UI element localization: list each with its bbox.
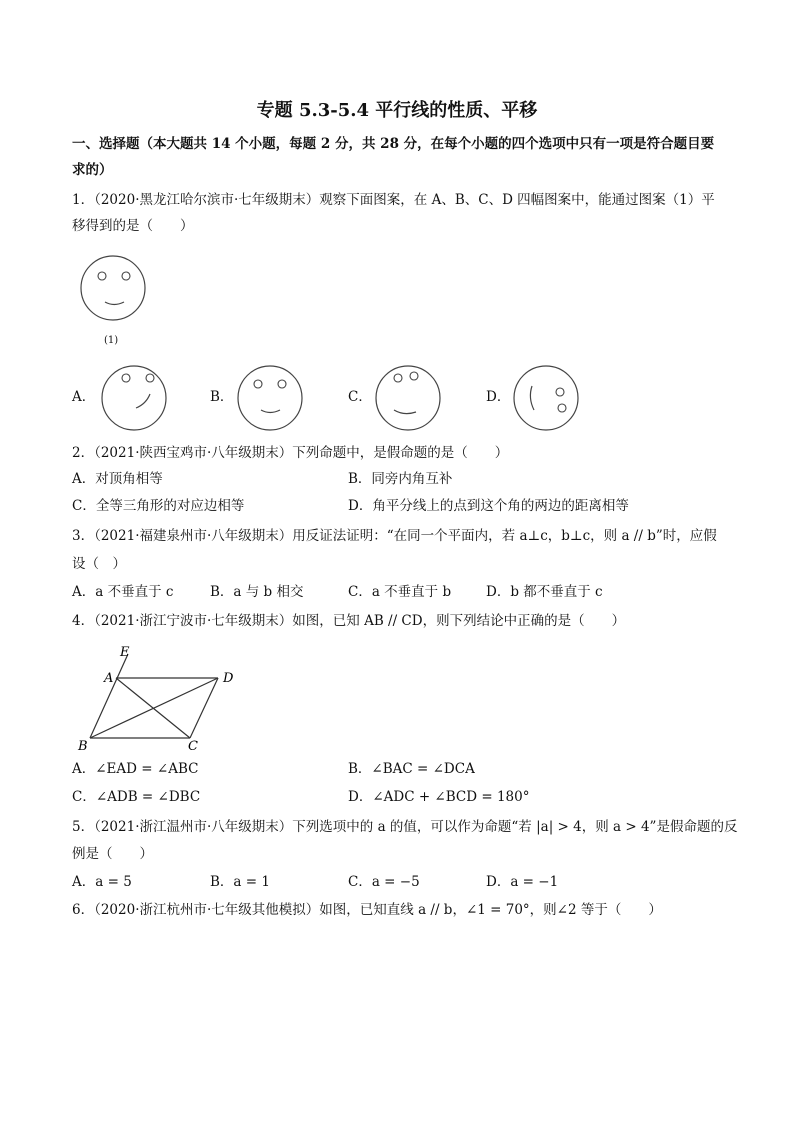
q3-stem-line2: 设（ ） — [72, 556, 126, 572]
q2-option-d: D．角平分线上的点到这个角的两边的距离相等 — [348, 498, 629, 514]
q4-option-b: B．∠BAC = ∠DCA — [348, 761, 475, 777]
q2-option-c: C．全等三角形的对应边相等 — [72, 498, 245, 514]
q1-figure-caption: (1) — [104, 335, 119, 346]
q5-option-c: C．a = −5 — [348, 874, 420, 890]
q4-option-c: C．∠ADB = ∠DBC — [72, 789, 201, 805]
q4-label-e: E — [120, 645, 130, 660]
q3-option-b: B．a 与 b 相交 — [210, 584, 304, 600]
q1-option-b-label: B． — [210, 389, 234, 405]
q1-option-d-figure — [510, 362, 582, 434]
q4-option-a: A．∠EAD = ∠ABC — [72, 761, 199, 777]
q1-option-b-figure — [234, 362, 306, 434]
q2-stem: 2．（2021·陕西宝鸡市·八年级期末）下列命题中，是假命题的是（ ） — [72, 445, 509, 461]
q4-figure-parallelogram — [76, 642, 246, 754]
q5-option-a: A．a = 5 — [72, 874, 132, 890]
q1-stem-line1: 1．（2020·黑龙江哈尔滨市·七年级期末）观察下面图案，在 A、B、C、D 四幅图案中，能通过图案（1）平 — [72, 192, 715, 208]
q6-stem: 6．（2020·浙江杭州市·七年级其他模拟）如图，已知直线 a // b，∠1 = 70°，则∠2 等于（ ） — [72, 902, 662, 918]
q1-option-d-label: D． — [486, 389, 511, 405]
q3-option-a: A．a 不垂直于 c — [72, 584, 174, 600]
q4-label-c: C — [188, 739, 198, 754]
page-title: 专题 5.3-5.4 平行线的性质、平移 — [256, 100, 538, 121]
q3-stem-line1: 3．（2021·福建泉州市·八年级期末）用反证法证明：“在同一个平面内，若 a⊥c，b⊥c，则 a // b”时，应假 — [72, 528, 717, 544]
q5-option-b: B．a = 1 — [210, 874, 270, 890]
q5-stem-line1: 5．（2021·浙江温州市·八年级期末）下列选项中的 a 的值，可以作为命题“若 |a| > 4，则 a > 4”是假命题的反 — [72, 819, 738, 835]
q2-option-a: A．对顶角相等 — [72, 471, 163, 487]
q3-option-c: C．a 不垂直于 b — [348, 584, 452, 600]
q3-option-d: D．b 都不垂直于 c — [486, 584, 603, 600]
q5-stem-line2: 例是（ ） — [72, 846, 153, 862]
q1-option-a-label: A． — [72, 389, 96, 405]
q4-label-a: A — [104, 671, 114, 686]
q4-label-b: B — [78, 739, 88, 754]
q1-figure-reference — [78, 254, 154, 326]
q1-option-a-figure — [98, 362, 170, 434]
q1-option-c-figure — [372, 362, 444, 434]
q2-option-b: B．同旁内角互补 — [348, 471, 453, 487]
section-heading-line1: 一、选择题（本大题共 14 个小题，每题 2 分，共 28 分，在每个小题的四个选项中只有一项是符合题目要 — [72, 136, 715, 152]
q1-option-c-label: C． — [348, 389, 372, 405]
q4-label-d: D — [223, 671, 234, 686]
q4-stem: 4．（2021·浙江宁波市·七年级期末）如图，已知 AB // CD，则下列结论中正确的是（ ） — [72, 613, 626, 629]
q5-option-d: D．a = −1 — [486, 874, 559, 890]
q4-option-d: D．∠ADC + ∠BCD = 180° — [348, 789, 530, 805]
q1-stem-line2: 移得到的是（ ） — [72, 218, 194, 234]
section-heading-line2: 求的） — [72, 162, 113, 178]
